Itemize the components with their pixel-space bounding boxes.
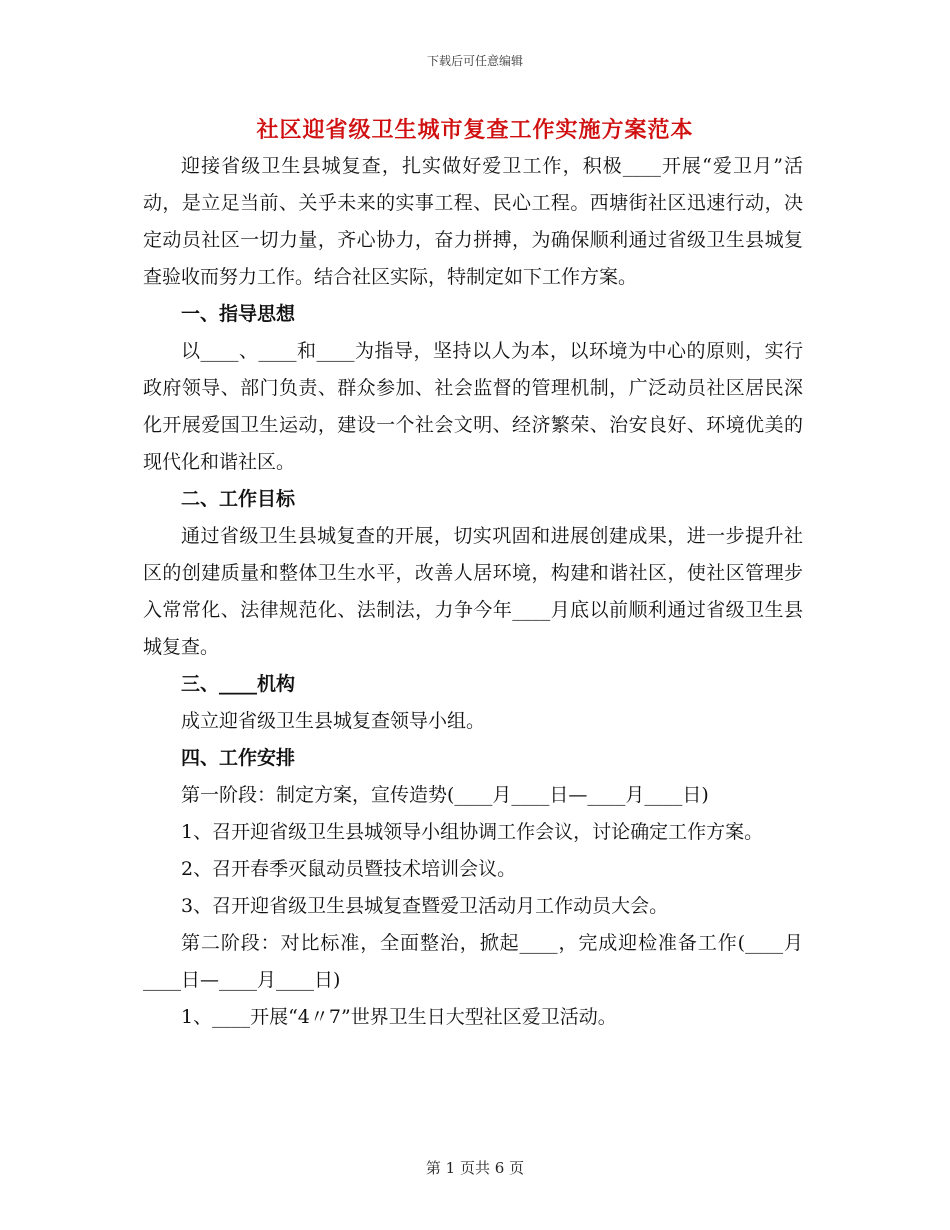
list-item: 2、召开春季灭鼠动员暨技术培训会议。 [181,858,517,880]
page-footer: 第 1 页共 6 页 [425,1159,525,1177]
page-header: 下载后可任意编辑 [426,54,523,68]
phase-one-paragraph: 第一阶段：制定方案，宣传造势(____月____日—____月____日) [181,784,709,806]
section-heading-work-goals: 二、工作目标 [181,488,296,510]
work-goals-paragraph: 通过省级卫生县城复查的开展，切实巩固和进展创建成果，进一步提升社区的创建质量和整体卫生水平，改善人居环境，构建和谐社区，使社区管理步入常常化、法律规范化、法制法，力争今年____月底以前顺利通过省级卫生县城复查。 [143,525,803,658]
section-heading-organization: 三、____机构 [181,673,296,695]
organization-paragraph: 成立迎省级卫生县城复查领导小组。 [181,710,486,732]
section-heading-guiding-ideology: 一、指导思想 [181,303,296,325]
intro-paragraph: 迎接省级卫生县城复查，扎实做好爱卫工作，积极____开展“爱卫月”活动，是立足当前、关乎未来的实事工程、民心工程。西塘街社区迅速行动，决定动员社区一切力量，齐心协力，奋力拼搏，为确保顺利通过省级卫生县城复查验收而努力工作。结合社区实际，特制定如下工作方案。 [143,155,803,288]
list-item: 1、召开迎省级卫生县城领导小组协调工作会议，讨论确定工作方案。 [181,821,764,843]
guiding-ideology-paragraph: 以____、____和____为指导，坚持以人为本，以环境为中心的原则，实行政府领导、部门负责、群众参加、社会监督的管理机制，广泛动员社区居民深化开展爱国卫生运动，建设一个社会文明、经济繁荣、治安良好、环境优美的现代化和谐社区。 [143,340,803,473]
section-heading-work-arrangement: 四、工作安排 [181,747,296,769]
document-body [143,148,803,1036]
list-item: 1、____开展“4〃7”世界卫生日大型社区爱卫活动。 [181,1006,617,1028]
document-title: 社区迎省级卫生城市复查工作实施方案范本 [256,117,694,143]
list-item: 3、召开迎省级卫生县城复查暨爱卫活动月工作动员大会。 [181,895,669,917]
phase-two-paragraph: 第二阶段：对比标准，全面整治，掀起____，完成迎检准备工作(____月____日—____月____日) [143,932,803,991]
